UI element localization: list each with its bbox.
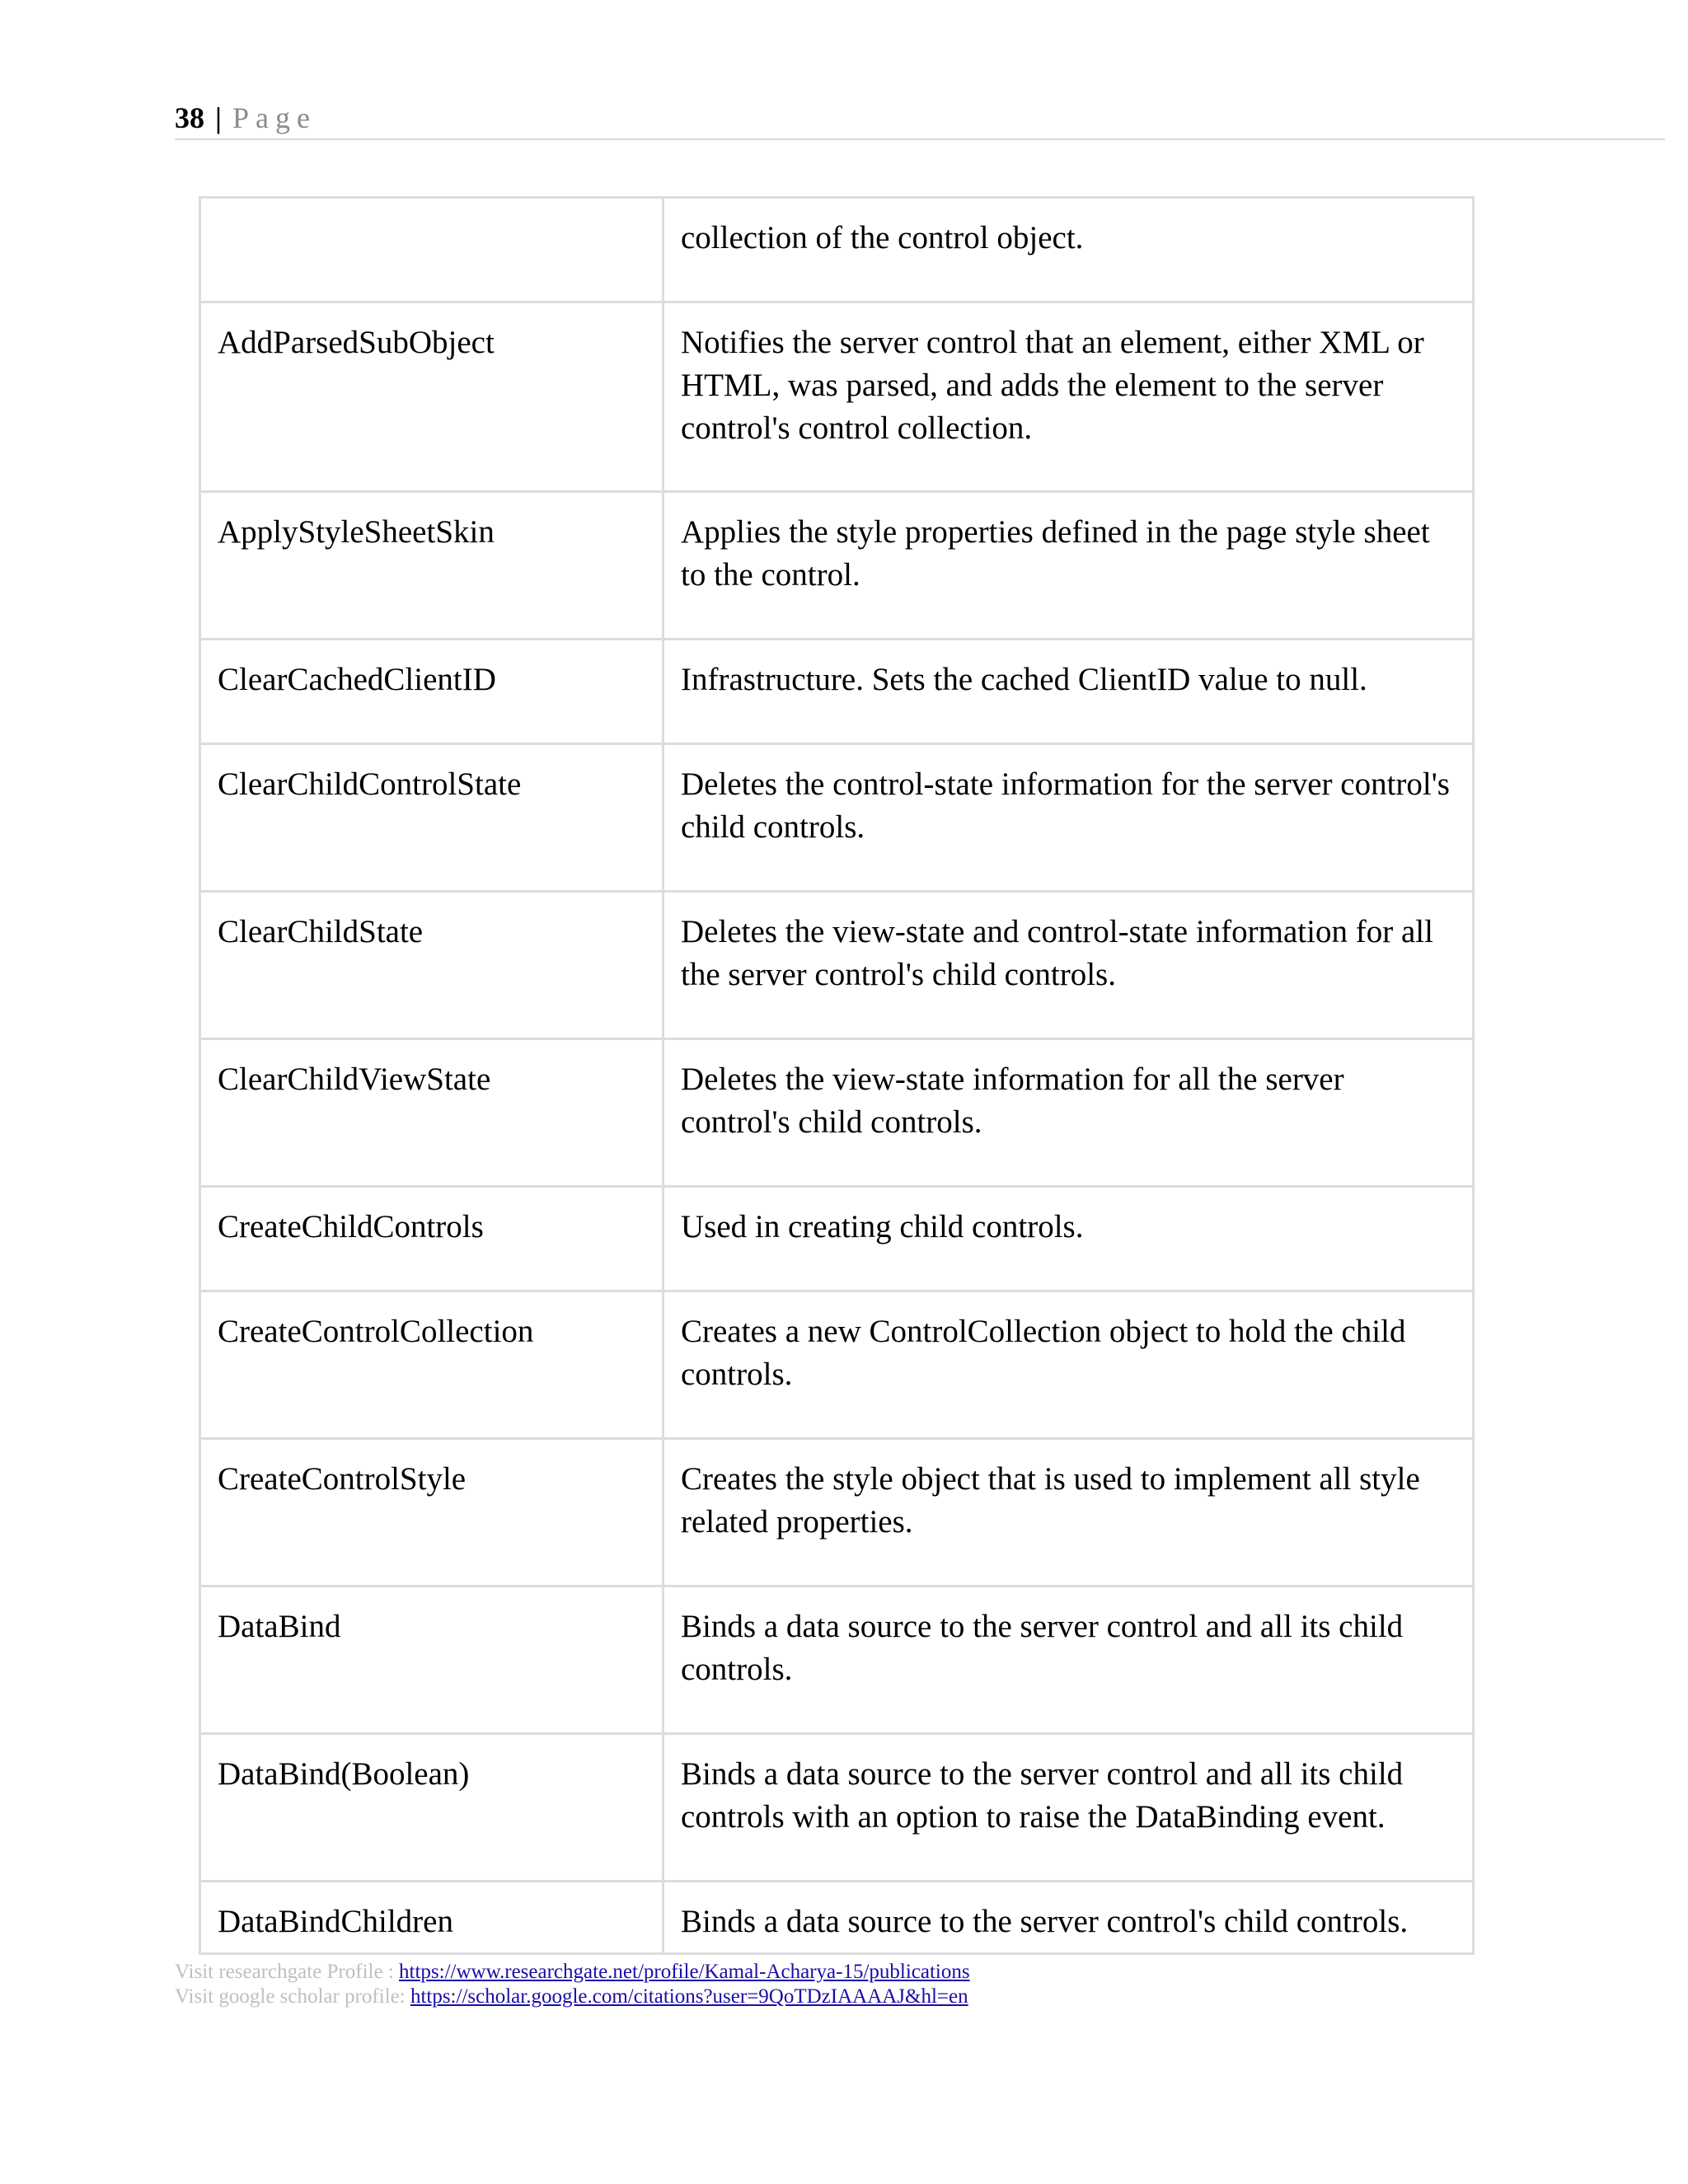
- table-row: [200, 1187, 1474, 1291]
- page-header: [175, 97, 1665, 140]
- method-name-cell: DataBindChildren: [200, 1882, 663, 1954]
- method-description-cell: Creates a new ControlCollection object to hold the child controls.: [663, 1291, 1474, 1439]
- method-name-cell: ClearChildState: [200, 892, 663, 1039]
- table-row: [200, 744, 1474, 892]
- method-name-cell: CreateControlStyle: [200, 1439, 663, 1586]
- method-description-cell: Applies the style properties defined in the page style sheet to the control.: [663, 492, 1474, 640]
- scholar-label: Visit google scholar profile:: [175, 1985, 410, 2008]
- scholar-link[interactable]: https://scholar.google.com/citations?user=9QoTDzIAAAAJ&hl=en: [410, 1985, 968, 2008]
- method-name-cell: ApplyStyleSheetSkin: [200, 492, 663, 640]
- method-name-cell: CreateChildControls: [200, 1187, 663, 1291]
- method-description-cell: Used in creating child controls.: [663, 1187, 1474, 1291]
- table-row: [200, 640, 1474, 744]
- method-description-cell: collection of the control object.: [663, 198, 1474, 302]
- table-row: [200, 302, 1474, 492]
- table-row: [200, 1586, 1474, 1734]
- method-name-cell: ClearCachedClientID: [200, 640, 663, 744]
- table-row: [200, 1039, 1474, 1187]
- table-row: [200, 492, 1474, 640]
- method-name-cell: ClearChildControlState: [200, 744, 663, 892]
- researchgate-label: Visit researchgate Profile :: [175, 1961, 400, 1983]
- table-row: [200, 1291, 1474, 1439]
- method-description-cell: Deletes the view-state and control-state information for all the server control's child controls.: [663, 892, 1474, 1039]
- table-row: [200, 1734, 1474, 1882]
- method-description-cell: Infrastructure. Sets the cached ClientID value to null.: [663, 640, 1474, 744]
- methods-table: [199, 196, 1475, 1955]
- method-name-cell: [200, 198, 663, 302]
- researchgate-line: [175, 1960, 970, 1985]
- method-name-cell: ClearChildViewState: [200, 1039, 663, 1187]
- page-number: 38: [175, 101, 204, 134]
- method-description-cell: Binds a data source to the server control's child controls.: [663, 1882, 1474, 1954]
- method-description-cell: Deletes the control-state information for the server control's child controls.: [663, 744, 1474, 892]
- page-label: Page: [232, 101, 316, 134]
- method-description-cell: Binds a data source to the server control and all its child controls with an option to raise the DataBinding event.: [663, 1734, 1474, 1882]
- page-footer: [175, 1960, 970, 2009]
- page-separator: |: [215, 101, 222, 134]
- method-description-cell: Binds a data source to the server control and all its child controls.: [663, 1586, 1474, 1734]
- table-row: [200, 1439, 1474, 1586]
- table-row: [200, 1882, 1474, 1954]
- method-description-cell: Deletes the view-state information for all the server control's child controls.: [663, 1039, 1474, 1187]
- method-name-cell: DataBind(Boolean): [200, 1734, 663, 1882]
- scholar-line: [175, 1985, 970, 2009]
- table-row: [200, 892, 1474, 1039]
- method-description-cell: Notifies the server control that an element, either XML or HTML, was parsed, and adds the element to the server control's control collection.: [663, 302, 1474, 492]
- method-name-cell: AddParsedSubObject: [200, 302, 663, 492]
- researchgate-link[interactable]: https://www.researchgate.net/profile/Kamal-Acharya-15/publications: [399, 1961, 970, 1983]
- method-name-cell: DataBind: [200, 1586, 663, 1734]
- method-description-cell: Creates the style object that is used to implement all style related properties.: [663, 1439, 1474, 1586]
- table-row: [200, 198, 1474, 302]
- method-name-cell: CreateControlCollection: [200, 1291, 663, 1439]
